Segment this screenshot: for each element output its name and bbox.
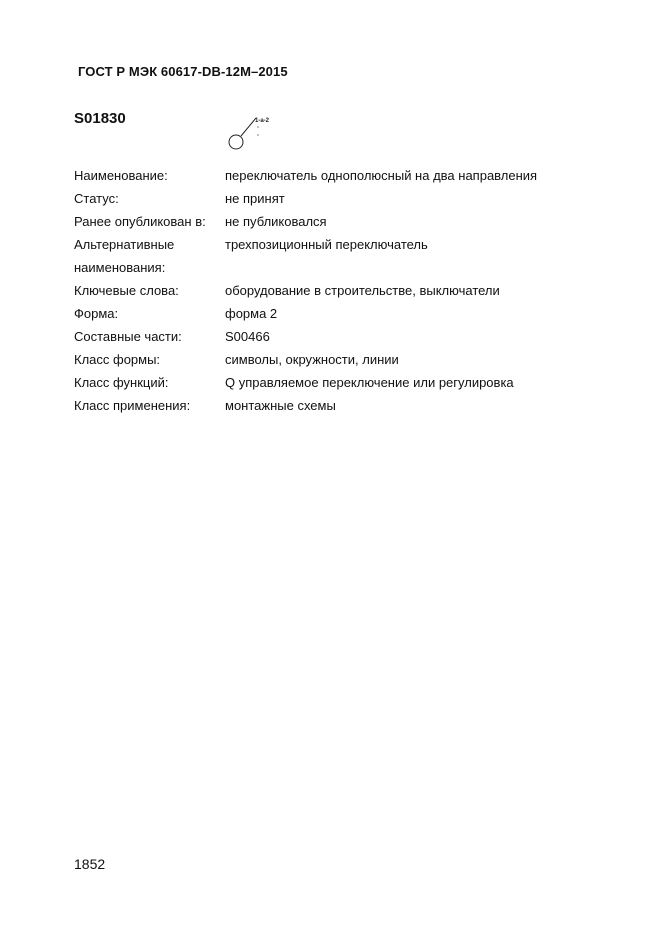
- attribute-row: [74, 233, 614, 279]
- attribute-label: Класс применения:: [74, 398, 191, 413]
- attribute-label: Составные части:: [74, 329, 182, 344]
- switch-symbol-icon: [224, 112, 280, 154]
- attribute-row: [74, 210, 614, 233]
- attribute-value: Q управляемое переключение или регулировка: [225, 375, 514, 390]
- switch-position-label: 1-a-2: [255, 118, 270, 124]
- attribute-label: Ключевые слова:: [74, 283, 179, 298]
- symbol-code: S01830: [74, 110, 126, 127]
- attribute-row: [74, 279, 614, 302]
- attribute-row: [74, 325, 614, 348]
- attribute-row: [74, 302, 614, 325]
- attribute-value: не принят: [225, 191, 285, 206]
- attribute-table: [74, 164, 614, 417]
- attribute-value: переключатель однополюсный на два направления: [225, 168, 538, 183]
- attribute-label: Статус:: [74, 191, 119, 206]
- attribute-label: Форма:: [74, 306, 119, 321]
- attribute-row: [74, 348, 614, 371]
- attribute-value: монтажные схемы: [225, 398, 336, 413]
- switch-circle: [229, 135, 243, 149]
- attribute-value: форма 2: [225, 306, 278, 321]
- attribute-label: Наименование:: [74, 168, 168, 183]
- attribute-label: Альтернативные наименования:: [74, 237, 175, 275]
- attribute-row: [74, 187, 614, 210]
- attribute-value: не публиковался: [225, 214, 327, 229]
- page-number: 1852: [74, 856, 106, 872]
- attribute-label: Ранее опубликован в:: [74, 214, 206, 229]
- attribute-row: [74, 394, 614, 417]
- attribute-value: оборудование в строительстве, выключатели: [225, 283, 500, 298]
- attribute-row: [74, 371, 614, 394]
- attribute-value: трехпозиционный переключатель: [225, 237, 428, 252]
- switch-lever: [241, 118, 256, 136]
- document-header: ГОСТ Р МЭК 60617-DB-12M–2015: [78, 64, 288, 79]
- attribute-label: Класс функций:: [74, 375, 169, 390]
- attribute-value: символы, окружности, линии: [225, 352, 399, 367]
- attribute-label: Класс формы:: [74, 352, 161, 367]
- attribute-value: S00466: [225, 329, 270, 344]
- attribute-row: [74, 164, 614, 187]
